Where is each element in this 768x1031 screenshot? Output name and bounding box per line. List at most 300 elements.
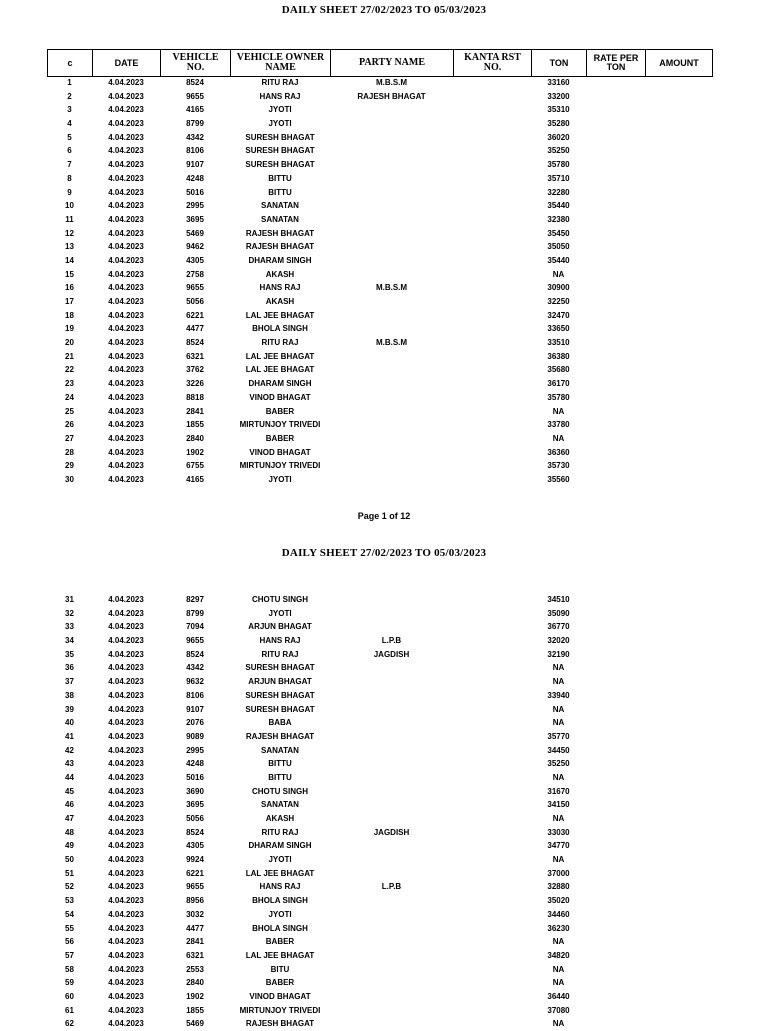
cell-vehicle-no: 6221 — [186, 310, 204, 320]
cell-vehicle-no: 9655 — [186, 636, 204, 646]
cell-amount — [645, 432, 712, 446]
cell-date: 4.04.2023 — [108, 132, 144, 142]
cell-kanta-rst — [453, 853, 531, 867]
cell-vehicle-no: 1855 — [186, 1005, 204, 1015]
cell-vehicle-no: 2841 — [186, 406, 204, 416]
cell-amount — [645, 880, 712, 894]
cell-rate — [586, 853, 645, 867]
cell-vehicle-no: 2995 — [186, 201, 204, 211]
cell-owner: SURESH BHAGAT — [245, 132, 315, 142]
cell-party — [330, 607, 453, 621]
cell-rate — [586, 757, 645, 771]
cell-owner: MIRTUNJOY TRIVEDI — [239, 1005, 321, 1015]
header-vehicle-no: VEHICLE NO. — [161, 50, 231, 77]
cell-vehicle-no: 9462 — [186, 242, 204, 252]
cell-owner: VINOD BHAGAT — [249, 447, 311, 457]
table-row — [47, 158, 712, 172]
cell-party — [330, 405, 453, 419]
cell-party — [330, 593, 453, 607]
header-ton: TON — [532, 50, 587, 77]
cell-vehicle-no: 8524 — [186, 78, 204, 87]
table-row — [47, 363, 712, 377]
cell-owner: BABER — [265, 433, 295, 443]
cell-kanta-rst — [453, 240, 531, 254]
cell-rate — [586, 922, 645, 936]
cell-ton: 32380 — [547, 214, 570, 224]
cell-vehicle-no: 9107 — [186, 704, 204, 714]
cell-serial: 13 — [65, 242, 74, 252]
cell-amount — [645, 377, 712, 391]
cell-vehicle-no: 1855 — [186, 420, 204, 430]
cell-party — [330, 103, 453, 117]
cell-owner: DHARAM SINGH — [248, 255, 312, 265]
cell-serial: 37 — [65, 677, 74, 687]
cell-party — [330, 377, 453, 391]
cell-ton: 35250 — [547, 759, 570, 769]
cell-ton: 32470 — [547, 310, 570, 320]
cell-amount — [645, 661, 712, 675]
cell-owner: BITU — [270, 964, 290, 974]
cell-owner: BHOLA SINGH — [252, 923, 308, 933]
cell-kanta-rst — [453, 675, 531, 689]
cell-ton: 35440 — [547, 255, 570, 265]
cell-serial: 30 — [65, 474, 74, 484]
cell-serial: 44 — [65, 772, 74, 782]
cell-amount — [645, 76, 712, 90]
cell-rate — [586, 363, 645, 377]
cell-date: 4.04.2023 — [108, 338, 144, 348]
table-row — [47, 607, 712, 621]
table-row — [47, 990, 712, 1004]
cell-owner: LAL JEE BHAGAT — [245, 950, 315, 960]
cell-serial: 32 — [65, 608, 74, 618]
table-row — [47, 117, 712, 131]
sheet-title: DAILY SHEET 27/02/2023 TO 05/03/2023 — [281, 4, 487, 16]
cell-date: 4.04.2023 — [108, 78, 144, 87]
cell-serial: 61 — [65, 1005, 74, 1015]
cell-owner: DHARAM SINGH — [248, 379, 312, 389]
cell-amount — [645, 990, 712, 1004]
cell-rate — [586, 76, 645, 90]
cell-amount — [645, 648, 712, 662]
cell-ton: NA — [552, 814, 565, 823]
cell-vehicle-no: 4165 — [186, 474, 204, 484]
cell-ton: NA — [552, 855, 565, 865]
cell-date: 4.04.2023 — [108, 690, 144, 700]
cell-ton: 36020 — [547, 132, 570, 142]
cell-owner: BHOLA SINGH — [252, 896, 308, 906]
cell-kanta-rst — [453, 103, 531, 117]
cell-rate — [586, 935, 645, 949]
cell-serial: 16 — [65, 283, 74, 293]
cell-kanta-rst — [453, 144, 531, 158]
cell-amount — [645, 103, 712, 117]
cell-kanta-rst — [453, 227, 531, 241]
cell-rate — [586, 716, 645, 730]
cell-ton: 34460 — [547, 909, 570, 919]
cell-date: 4.04.2023 — [108, 950, 144, 960]
cell-vehicle-no: 5469 — [186, 1019, 204, 1029]
cell-serial: 40 — [65, 718, 74, 728]
table-row — [47, 661, 712, 675]
cell-amount — [645, 459, 712, 473]
cell-party — [330, 309, 453, 323]
cell-owner: JYOTI — [268, 474, 292, 484]
cell-amount — [645, 350, 712, 364]
cell-owner: SURESH BHAGAT — [245, 663, 315, 673]
cell-serial: 15 — [65, 269, 74, 279]
cell-date: 4.04.2023 — [108, 119, 144, 129]
cell-vehicle-no: 8956 — [186, 896, 204, 906]
cell-serial: 39 — [65, 704, 74, 714]
cell-party — [330, 473, 453, 487]
cell-vehicle-no: 6321 — [186, 950, 204, 960]
cell-vehicle-no: 8524 — [186, 649, 204, 659]
cell-amount — [645, 703, 712, 717]
cell-amount — [645, 254, 712, 268]
cell-party — [330, 240, 453, 254]
cell-amount — [645, 867, 712, 881]
cell-party — [330, 867, 453, 881]
cell-ton: NA — [552, 433, 565, 443]
cell-owner: BHOLA SINGH — [252, 324, 308, 334]
cell-ton: NA — [552, 772, 565, 782]
cell-party — [330, 785, 453, 799]
cell-vehicle-no: 1902 — [186, 991, 204, 1001]
cell-vehicle-no: 2840 — [186, 433, 204, 443]
cell-vehicle-no: 8799 — [186, 119, 204, 129]
cell-serial: 33 — [65, 622, 74, 632]
cell-party — [330, 199, 453, 213]
cell-owner: RAJESH BHAGAT — [245, 1019, 315, 1029]
cell-date: 4.04.2023 — [108, 1019, 144, 1029]
cell-date: 4.04.2023 — [108, 310, 144, 320]
cell-date: 4.04.2023 — [108, 786, 144, 796]
cell-vehicle-no: 3226 — [186, 379, 204, 389]
cell-owner: SANATAN — [261, 745, 299, 755]
cell-kanta-rst — [453, 1017, 531, 1031]
cell-ton: 36170 — [547, 379, 570, 389]
cell-owner: ARJUN BHAGAT — [248, 677, 312, 687]
table-row — [47, 172, 712, 186]
cell-party — [330, 949, 453, 963]
cell-owner: HANS RAJ — [259, 91, 301, 101]
cell-kanta-rst — [453, 990, 531, 1004]
table-row — [47, 880, 712, 894]
cell-date: 4.04.2023 — [108, 663, 144, 673]
cell-ton: 33510 — [547, 338, 570, 348]
cell-vehicle-no: 4342 — [186, 132, 204, 142]
cell-amount — [645, 935, 712, 949]
cell-amount — [645, 295, 712, 309]
cell-party — [330, 213, 453, 227]
cell-vehicle-no: 3695 — [186, 214, 204, 224]
cell-date: 4.04.2023 — [108, 649, 144, 659]
cell-vehicle-no: 5016 — [186, 772, 204, 782]
cell-owner: LAL JEE BHAGAT — [245, 868, 315, 878]
cell-serial: 55 — [65, 923, 74, 933]
cell-owner: RITU RAJ — [261, 827, 299, 837]
table-row — [47, 103, 712, 117]
cell-kanta-rst — [453, 922, 531, 936]
cell-amount — [645, 757, 712, 771]
table-row — [47, 894, 712, 908]
cell-date: 4.04.2023 — [108, 105, 144, 115]
cell-date: 4.04.2023 — [108, 297, 144, 306]
table-row — [47, 730, 712, 744]
page-number: Page 1 of 12 — [357, 511, 411, 521]
cell-kanta-rst — [453, 117, 531, 131]
cell-rate — [586, 703, 645, 717]
cell-kanta-rst — [453, 634, 531, 648]
cell-kanta-rst — [453, 131, 531, 145]
cell-date: 4.04.2023 — [108, 379, 144, 389]
cell-rate — [586, 963, 645, 977]
cell-kanta-rst — [453, 798, 531, 812]
cell-date: 4.04.2023 — [108, 759, 144, 769]
cell-vehicle-no: 9107 — [186, 160, 204, 170]
cell-amount — [645, 1004, 712, 1018]
cell-amount — [645, 675, 712, 689]
cell-serial: 27 — [65, 433, 74, 443]
cell-owner: AKASH — [265, 814, 295, 823]
cell-owner: JYOTI — [268, 608, 292, 618]
cell-serial: 38 — [65, 690, 74, 700]
cell-serial: 8 — [67, 173, 72, 183]
cell-amount — [645, 186, 712, 200]
cell-amount — [645, 689, 712, 703]
cell-ton: 35050 — [547, 242, 570, 252]
cell-vehicle-no: 8524 — [186, 338, 204, 348]
cell-rate — [586, 689, 645, 703]
cell-party — [330, 798, 453, 812]
cell-owner: JYOTI — [268, 855, 292, 865]
cell-owner: BABER — [265, 406, 295, 416]
cell-vehicle-no: 3032 — [186, 909, 204, 919]
cell-vehicle-no: 6755 — [186, 461, 204, 471]
cell-serial: 24 — [65, 392, 74, 402]
cell-date: 4.04.2023 — [108, 447, 144, 457]
cell-amount — [645, 812, 712, 826]
cell-kanta-rst — [453, 391, 531, 405]
cell-owner: SURESH BHAGAT — [245, 160, 315, 170]
cell-date: 4.04.2023 — [108, 827, 144, 837]
table-row — [47, 131, 712, 145]
cell-amount — [645, 730, 712, 744]
header-amount: AMOUNT — [646, 50, 713, 77]
cell-amount — [645, 322, 712, 336]
cell-date: 4.04.2023 — [108, 704, 144, 714]
cell-amount — [645, 894, 712, 908]
cell-party: M.B.S.M — [375, 283, 408, 293]
cell-serial: 1 — [67, 78, 72, 87]
cell-serial: 62 — [65, 1019, 74, 1029]
cell-rate — [586, 199, 645, 213]
cell-date: 4.04.2023 — [108, 622, 144, 632]
cell-owner: CHOTU SINGH — [252, 595, 308, 604]
cell-date: 4.04.2023 — [108, 214, 144, 224]
cell-date: 4.04.2023 — [108, 855, 144, 865]
cell-party — [330, 131, 453, 145]
cell-ton: 35730 — [547, 461, 570, 471]
cell-ton: 30900 — [547, 283, 570, 293]
cell-kanta-rst — [453, 744, 531, 758]
cell-kanta-rst — [453, 363, 531, 377]
cell-date: 4.04.2023 — [108, 269, 144, 279]
cell-rate — [586, 103, 645, 117]
cell-amount — [645, 117, 712, 131]
cell-ton: 35560 — [547, 474, 570, 484]
table-row — [47, 798, 712, 812]
cell-owner: RITU RAJ — [261, 649, 299, 659]
cell-kanta-rst — [453, 648, 531, 662]
cell-kanta-rst — [453, 963, 531, 977]
table-row — [47, 839, 712, 853]
cell-rate — [586, 377, 645, 391]
cell-ton: 31670 — [547, 786, 570, 796]
cell-serial: 10 — [65, 201, 74, 211]
cell-serial: 12 — [65, 228, 74, 238]
cell-kanta-rst — [453, 432, 531, 446]
cell-serial: 11 — [65, 214, 74, 224]
cell-kanta-rst — [453, 730, 531, 744]
cell-date: 4.04.2023 — [108, 882, 144, 892]
table-row — [47, 144, 712, 158]
header-party-name: PARTY NAME — [331, 50, 454, 77]
cell-rate — [586, 281, 645, 295]
page2-rows — [47, 593, 712, 1031]
cell-party — [330, 418, 453, 432]
table-row — [47, 703, 712, 717]
cell-kanta-rst — [453, 213, 531, 227]
cell-ton: NA — [552, 269, 565, 279]
cell-party — [330, 459, 453, 473]
cell-rate — [586, 1017, 645, 1031]
cell-amount — [645, 949, 712, 963]
cell-vehicle-no: 8818 — [186, 392, 204, 402]
page1-rows — [47, 76, 712, 487]
cell-party — [330, 158, 453, 172]
cell-date: 4.04.2023 — [108, 187, 144, 197]
cell-owner: SANATAN — [261, 201, 299, 211]
cell-owner: SURESH BHAGAT — [245, 704, 315, 714]
cell-party — [330, 839, 453, 853]
cell-rate — [586, 880, 645, 894]
cell-serial: 31 — [65, 595, 74, 604]
cell-serial: 6 — [67, 146, 72, 156]
cell-rate — [586, 213, 645, 227]
cell-amount — [645, 268, 712, 282]
cell-party: RAJESH BHAGAT — [357, 91, 426, 101]
cell-party — [330, 254, 453, 268]
cell-kanta-rst — [453, 459, 531, 473]
cell-party: M.B.S.M — [375, 78, 408, 87]
cell-owner: ARJUN BHAGAT — [248, 622, 312, 632]
cell-date: 4.04.2023 — [108, 365, 144, 375]
table-row — [47, 867, 712, 881]
header-date: DATE — [93, 50, 161, 77]
cell-serial: 34 — [65, 636, 74, 646]
cell-rate — [586, 648, 645, 662]
cell-kanta-rst — [453, 593, 531, 607]
cell-amount — [645, 798, 712, 812]
cell-serial: 47 — [65, 814, 74, 823]
cell-owner: SURESH BHAGAT — [245, 146, 315, 156]
cell-amount — [645, 446, 712, 460]
table-row — [47, 648, 712, 662]
cell-owner: BITTU — [268, 759, 292, 769]
cell-rate — [586, 459, 645, 473]
cell-party — [330, 1004, 453, 1018]
cell-owner: VINOD BHAGAT — [249, 392, 311, 402]
cell-kanta-rst — [453, 826, 531, 840]
cell-ton: 35280 — [547, 119, 570, 129]
cell-serial: 52 — [65, 882, 74, 892]
cell-rate — [586, 405, 645, 419]
cell-kanta-rst — [453, 976, 531, 990]
cell-vehicle-no: 4477 — [186, 324, 204, 334]
cell-owner: RITU RAJ — [261, 78, 299, 87]
cell-owner: HANS RAJ — [259, 283, 301, 293]
cell-vehicle-no: 2758 — [186, 269, 204, 279]
cell-ton: 33160 — [547, 78, 570, 87]
cell-ton: 33030 — [547, 827, 570, 837]
cell-date: 4.04.2023 — [108, 978, 144, 988]
header-kanta-rst-no: KANTA RST NO. — [454, 50, 532, 77]
cell-party — [330, 446, 453, 460]
cell-ton: 33940 — [547, 690, 570, 700]
table-row — [47, 935, 712, 949]
cell-rate — [586, 391, 645, 405]
cell-owner: BABA — [268, 718, 292, 728]
cell-kanta-rst — [453, 880, 531, 894]
cell-ton: NA — [552, 406, 565, 416]
cell-rate — [586, 839, 645, 853]
cell-amount — [645, 336, 712, 350]
cell-kanta-rst — [453, 158, 531, 172]
cell-vehicle-no: 4165 — [186, 105, 204, 115]
cell-vehicle-no: 9632 — [186, 677, 204, 687]
table-row — [47, 76, 712, 90]
cell-party — [330, 703, 453, 717]
cell-date: 4.04.2023 — [108, 841, 144, 851]
cell-serial: 25 — [65, 406, 74, 416]
cell-amount — [645, 607, 712, 621]
cell-ton: 32280 — [547, 187, 570, 197]
table-row — [47, 1017, 712, 1031]
cell-date: 4.04.2023 — [108, 201, 144, 211]
table-row — [47, 908, 712, 922]
cell-rate — [586, 131, 645, 145]
cell-amount — [645, 908, 712, 922]
cell-vehicle-no: 2840 — [186, 978, 204, 988]
cell-serial: 42 — [65, 745, 74, 755]
table-row — [47, 213, 712, 227]
cell-rate — [586, 473, 645, 487]
cell-vehicle-no: 3690 — [186, 786, 204, 796]
cell-owner: BITTU — [268, 772, 292, 782]
cell-kanta-rst — [453, 620, 531, 634]
cell-serial: 60 — [65, 991, 74, 1001]
cell-ton: NA — [552, 677, 565, 687]
table-row — [47, 620, 712, 634]
cell-vehicle-no: 3762 — [186, 365, 204, 375]
table-row — [47, 853, 712, 867]
table-row — [47, 446, 712, 460]
cell-rate — [586, 322, 645, 336]
table-row — [47, 336, 712, 350]
cell-ton: 35780 — [547, 392, 570, 402]
